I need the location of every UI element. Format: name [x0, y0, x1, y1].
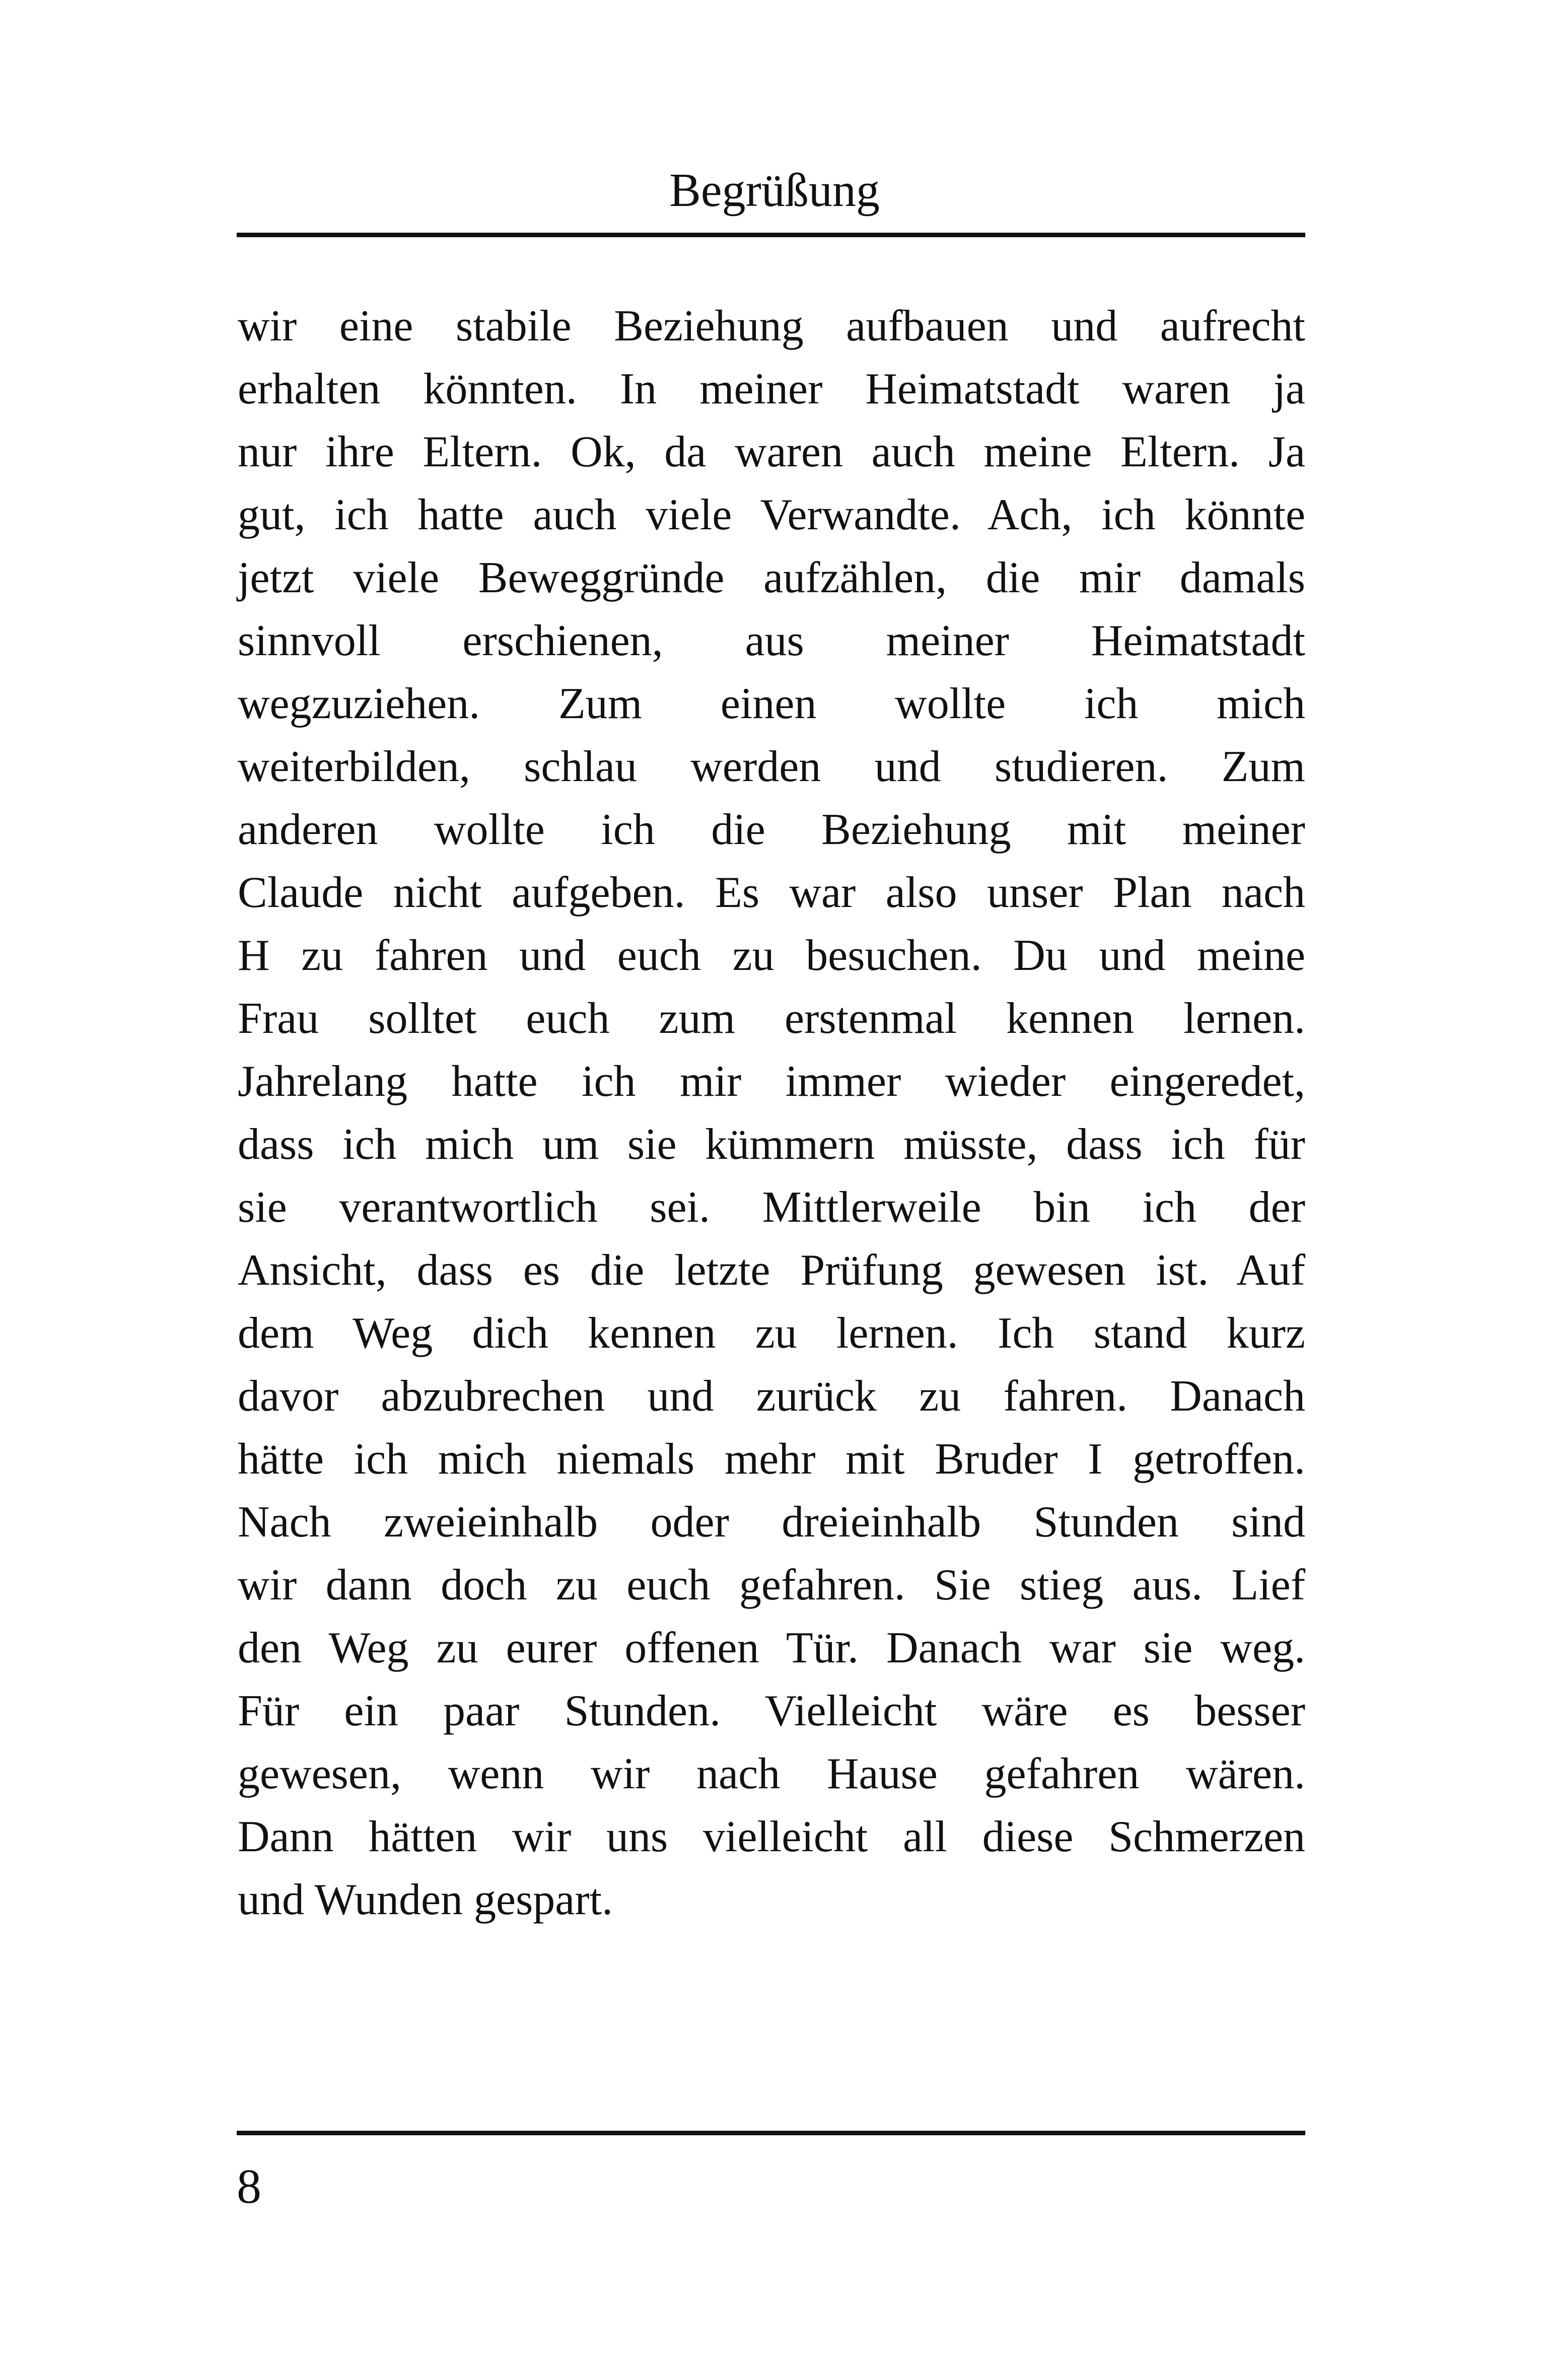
text-line-last: und Wunden gespart. [238, 1875, 613, 1924]
text-line: gut, ich hatte auch viele Verwandte. Ach, ich könnte [238, 491, 1305, 539]
text-line: anderen wollte ich die Beziehung mit meiner [238, 805, 1305, 854]
text-line: gewesen, wenn wir nach Hause gefahren wären. [238, 1749, 1305, 1798]
text-line: dem Weg dich kennen zu lernen. Ich stand kurz [238, 1309, 1305, 1358]
text-line: wir eine stabile Beziehung aufbauen und aufrecht [238, 302, 1305, 351]
text-line: sinnvoll erschienen, aus meiner Heimatstadt [238, 616, 1305, 665]
text-line: Für ein paar Stunden. Vielleicht wäre es besser [238, 1687, 1305, 1735]
text-line: hätte ich mich niemals mehr mit Bruder I getroffen. [238, 1435, 1305, 1484]
text-line: Ansicht, dass es die letzte Prüfung gewesen ist. Auf [238, 1246, 1305, 1295]
text-line: Dann hätten wir uns vielleicht all diese Schmerzen [238, 1812, 1305, 1861]
page-number: 8 [237, 2159, 261, 2214]
text-line: Frau solltet euch zum erstenmal kennen lernen. [238, 994, 1305, 1043]
text-line: dass ich mich um sie kümmern müsste, dass ich für [238, 1120, 1305, 1169]
text-line: erhalten könnten. In meiner Heimatstadt waren ja [238, 365, 1305, 413]
text-line: sie verantwortlich sei. Mittlerweile bin ich der [238, 1183, 1305, 1232]
text-line: H zu fahren und euch zu besuchen. Du und meine [238, 931, 1305, 980]
text-line: Nach zweieinhalb oder dreieinhalb Stunden sind [238, 1498, 1305, 1547]
running-header-title: Begrüßung [669, 164, 880, 217]
text-line: den Weg zu eurer offenen Tür. Danach war sie weg. [238, 1624, 1305, 1672]
text-line: nur ihre Eltern. Ok, da waren auch meine Eltern. Ja [238, 428, 1305, 476]
footer-rule [237, 2131, 1305, 2135]
text-line: jetzt viele Beweggründe aufzählen, die mir damals [238, 553, 1305, 602]
body-text [238, 295, 1305, 1931]
text-line: weiterbilden, schlau werden und studieren. Zum [238, 742, 1305, 791]
text-line: wegzuziehen. Zum einen wollte ich mich [238, 679, 1305, 728]
header-rule [237, 233, 1305, 237]
text-line: Jahrelang hatte ich mir immer wieder eingeredet, [238, 1057, 1305, 1106]
text-line: davor abzubrechen und zurück zu fahren. Danach [238, 1372, 1305, 1421]
text-line: wir dann doch zu euch gefahren. Sie stieg aus. Lief [238, 1561, 1305, 1609]
text-line: Claude nicht aufgeben. Es war also unser Plan nach [238, 868, 1305, 917]
